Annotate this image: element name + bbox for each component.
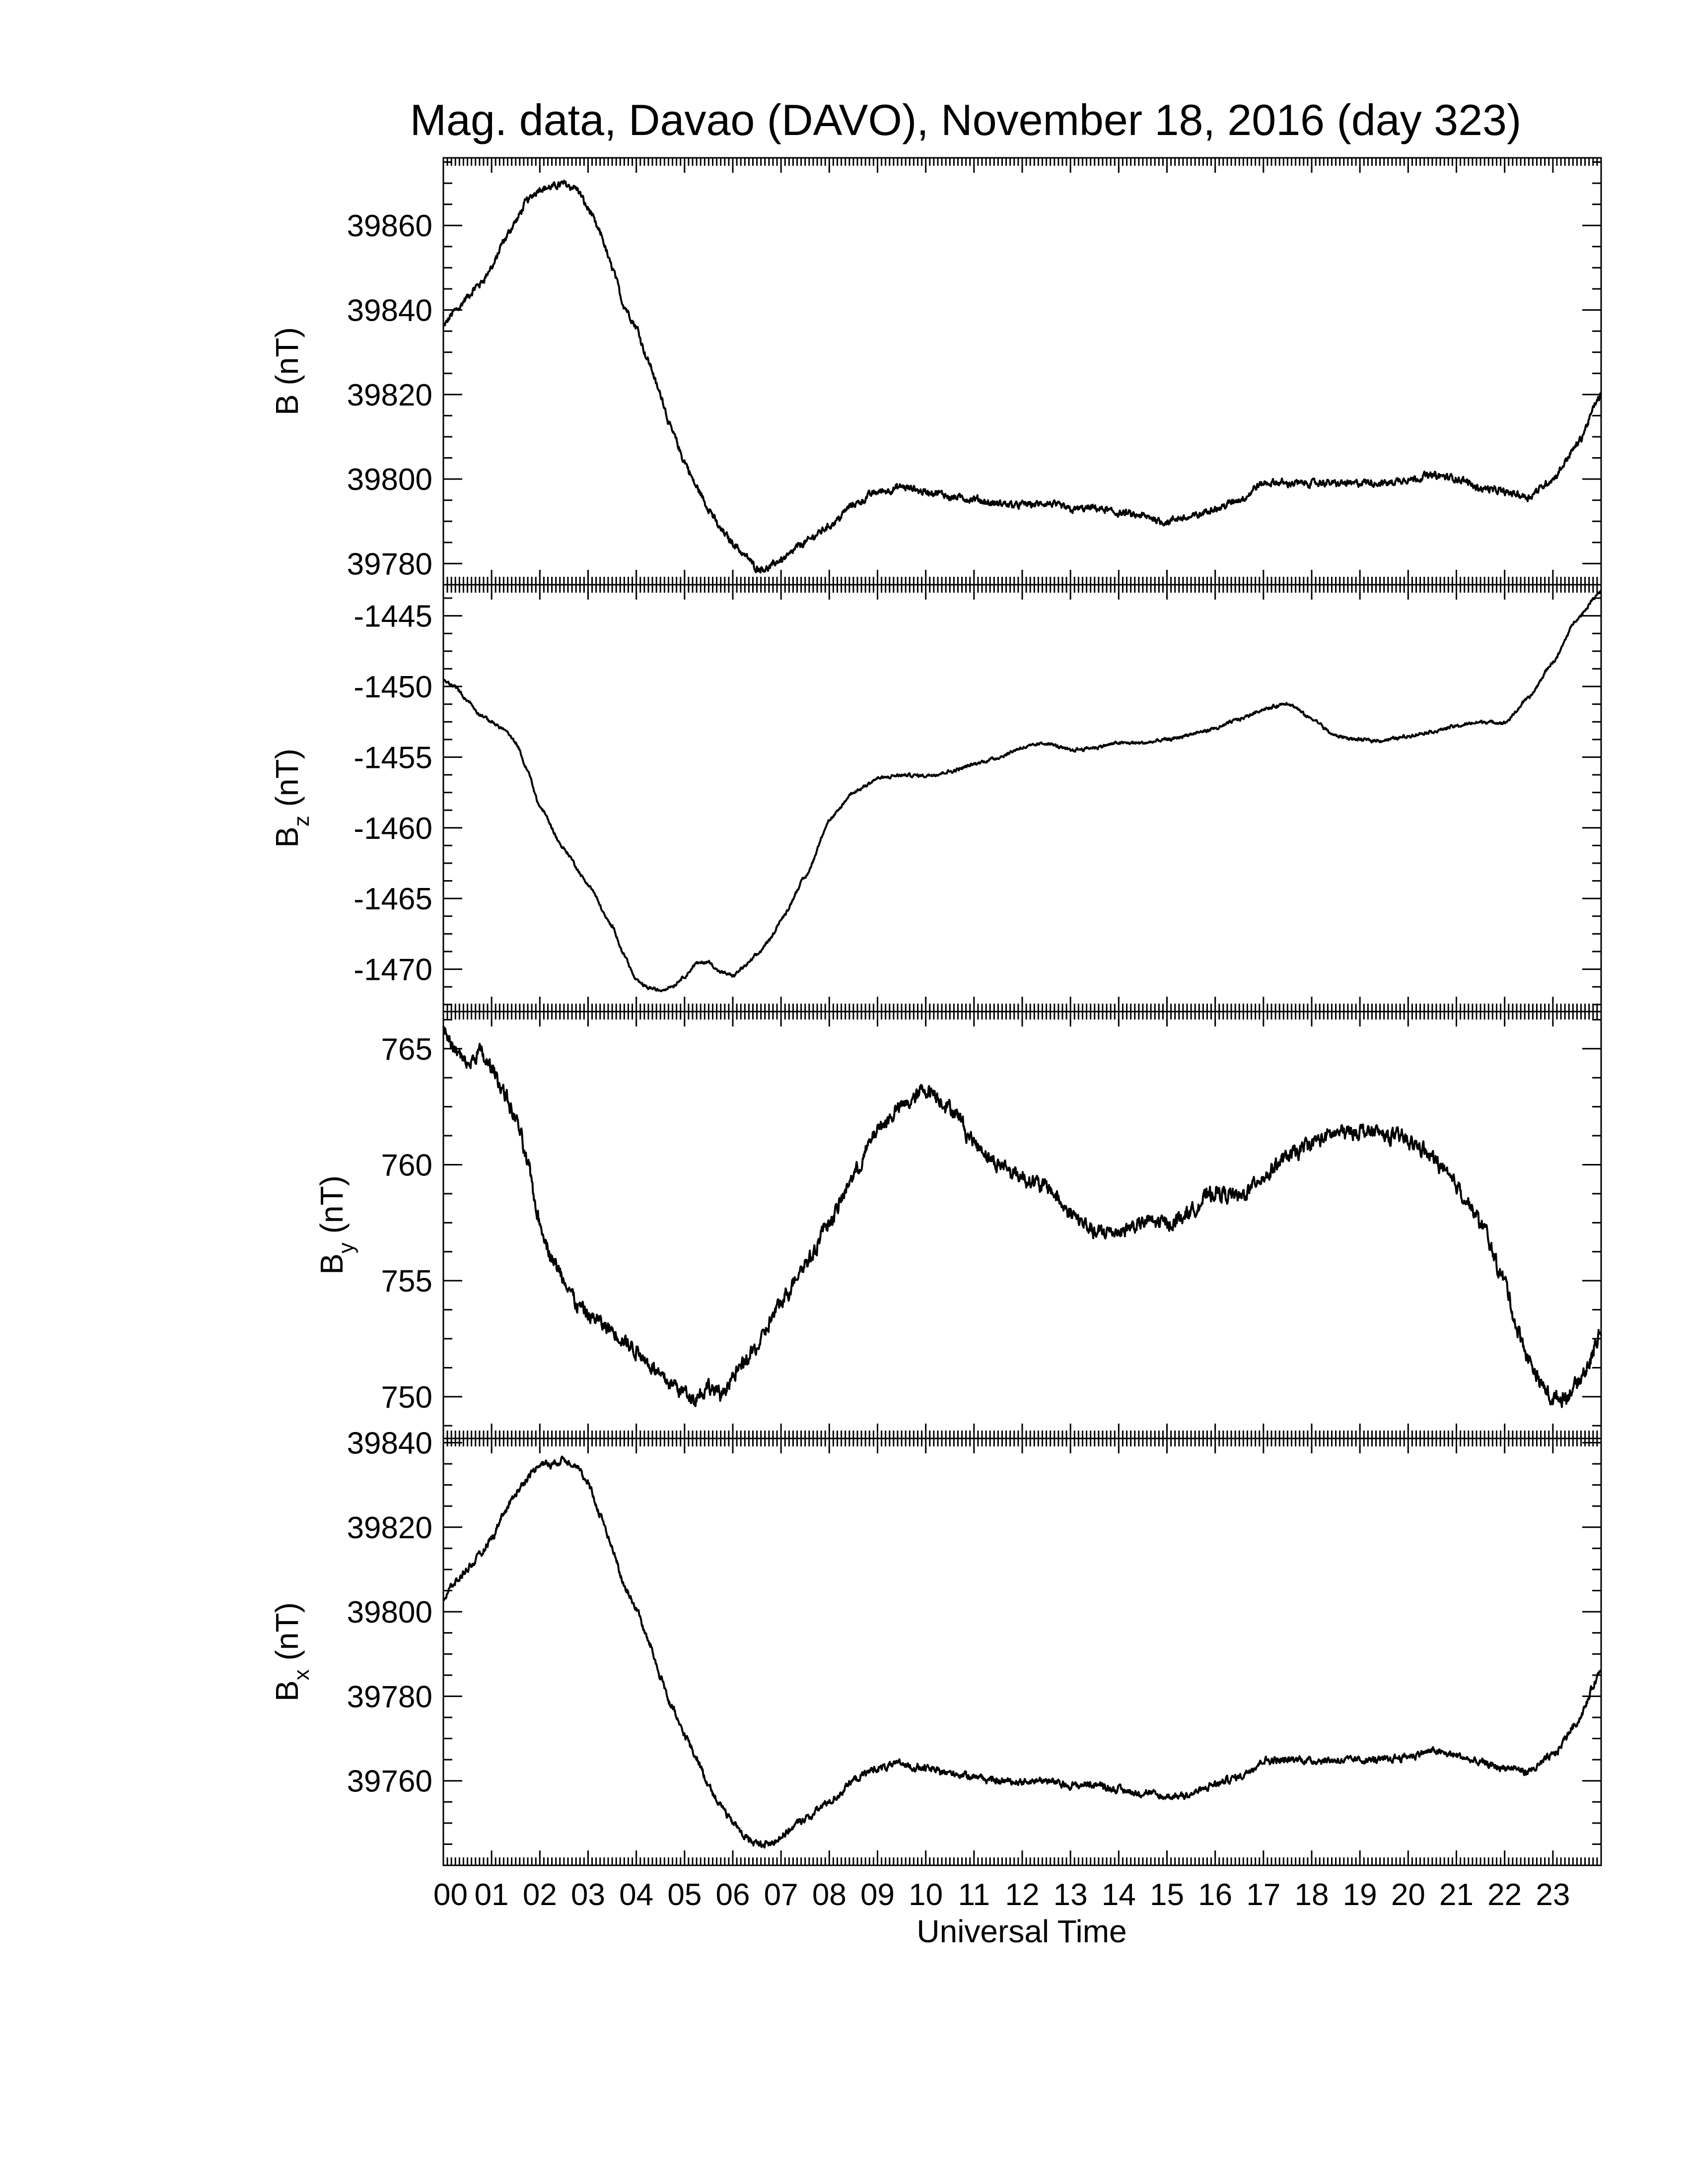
y-tick-label: 760 <box>381 1148 432 1183</box>
x-tick-label: 12 <box>1005 1878 1040 1912</box>
y-tick-label: 755 <box>381 1264 432 1299</box>
y-tick-label: 765 <box>381 1032 432 1067</box>
y-tick-label: -1465 <box>353 882 432 917</box>
y-tick-label: -1470 <box>353 953 432 987</box>
y-tick-label: 39760 <box>347 1764 432 1799</box>
y-axis-title-subscript: x <box>289 1669 314 1681</box>
x-tick-label: 04 <box>619 1878 654 1912</box>
x-tick-label: 18 <box>1294 1878 1329 1912</box>
y-axis-title-main: B <box>269 1680 305 1702</box>
x-tick-label: 19 <box>1342 1878 1377 1912</box>
y-tick-label: -1450 <box>353 670 432 705</box>
y-tick-label: 39780 <box>347 1680 432 1714</box>
x-tick-label: 03 <box>571 1878 605 1912</box>
x-tick-label: 20 <box>1391 1878 1425 1912</box>
y-axis-title-unit: (nT) <box>269 327 305 395</box>
y-tick-label: 39840 <box>347 293 432 328</box>
x-tick-label: 14 <box>1101 1878 1136 1912</box>
y-axis-title-main: B <box>314 1253 350 1275</box>
x-tick-label: 00 <box>433 1878 468 1912</box>
x-tick-label: 15 <box>1150 1878 1184 1912</box>
x-tick-label: 09 <box>860 1878 895 1912</box>
x-axis-title: Universal Time <box>916 1913 1127 1949</box>
y-axis-title <box>269 327 305 415</box>
y-tick-label: -1455 <box>353 741 432 775</box>
y-axis-title-unit: (nT) <box>269 749 305 816</box>
y-tick-label: 39780 <box>347 547 432 582</box>
x-tick-label: 07 <box>764 1878 798 1912</box>
x-tick-label: 17 <box>1246 1878 1281 1912</box>
x-tick-label: 01 <box>474 1878 509 1912</box>
x-tick-label: 21 <box>1439 1878 1474 1912</box>
y-axis-title-unit: (nT) <box>314 1175 350 1243</box>
y-tick-label: 39820 <box>347 378 432 412</box>
y-tick-label: -1445 <box>353 599 432 634</box>
y-axis-title-main: B <box>269 394 305 415</box>
x-tick-label: 16 <box>1198 1878 1233 1912</box>
x-tick-label: 10 <box>909 1878 943 1912</box>
y-axis-title-subscript: y <box>334 1242 358 1254</box>
y-tick-label: -1460 <box>353 811 432 846</box>
y-axis-title-main: B <box>269 826 305 848</box>
x-tick-label: 11 <box>958 1878 990 1912</box>
x-tick-label: 13 <box>1053 1878 1088 1912</box>
x-tick-label: 05 <box>667 1878 702 1912</box>
x-tick-label: 22 <box>1487 1878 1522 1912</box>
chart-title: Mag. data, Davao (DAVO), November 18, 2016 (day 323) <box>410 95 1522 144</box>
x-tick-label: 23 <box>1536 1878 1570 1912</box>
x-tick-label: 08 <box>812 1878 846 1912</box>
y-tick-label: 39800 <box>347 463 432 497</box>
y-tick-label: 39840 <box>347 1426 432 1461</box>
y-tick-label: 39860 <box>347 209 432 244</box>
x-tick-label: 06 <box>715 1878 750 1912</box>
y-axis-title-subscript: z <box>289 816 314 827</box>
y-axis-title-unit: (nT) <box>269 1602 305 1670</box>
x-tick-label: 02 <box>522 1878 557 1912</box>
y-tick-label: 39820 <box>347 1510 432 1545</box>
y-tick-label: 39800 <box>347 1595 432 1630</box>
y-tick-label: 750 <box>381 1380 432 1415</box>
